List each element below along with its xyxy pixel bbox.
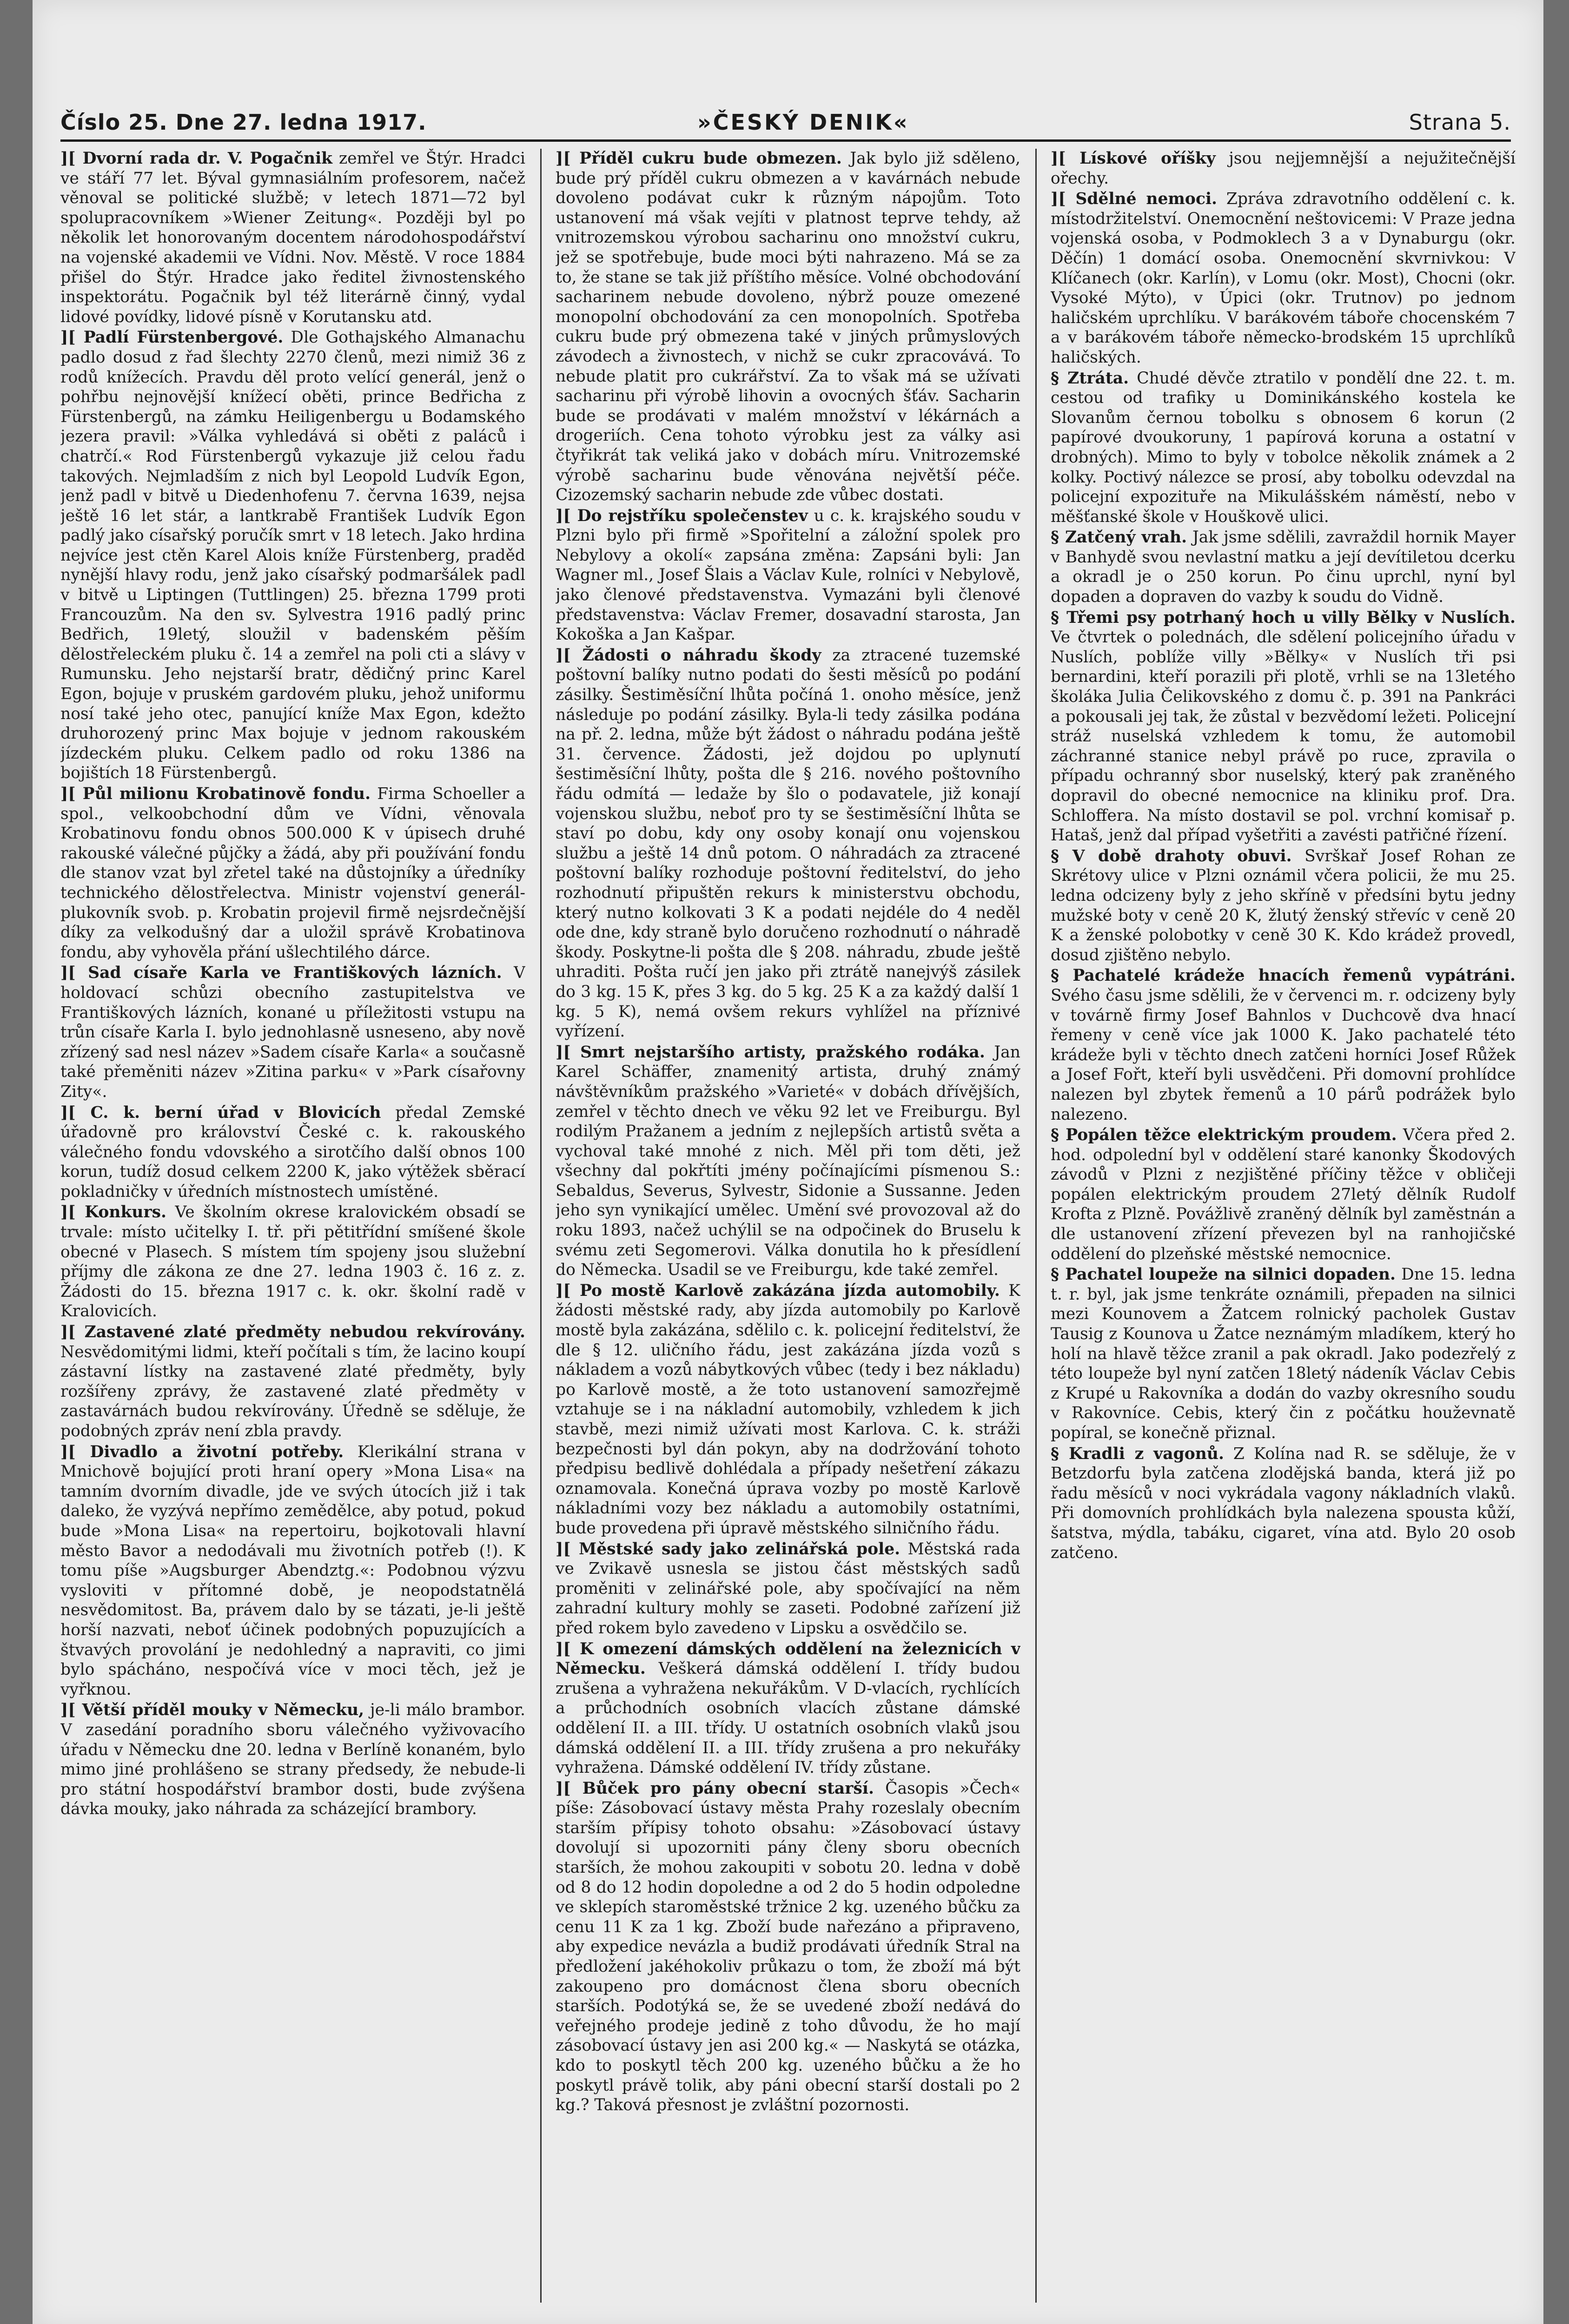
article xyxy=(556,1639,1020,1778)
article-body: Ve školním okrese kralovickém obsadí se trvale: místo učitelky I. tř. při pětitřídní smíšené škole obecné v Plasech. S místem tím spojeny jsou služební příjmy dle zákona ze dne 27. ledna 1903 č. 16 z. z. Žádosti do 15. března 1917 c. k. okr. školní radě v Kralovicích. xyxy=(60,1203,525,1321)
article xyxy=(60,784,525,962)
article xyxy=(1051,608,1516,845)
article xyxy=(1051,369,1516,527)
article-body: Dle Gothajského Almanachu padlo dosud z řad šlechty 2270 členů, mezi nimiž 36 z rodů knížecích. Pravdu děl proto velící generál, jenž o pohřbu nejnovější knížecí oběti, prince Bedřicha z Fürstenbergů, na zámku Heiligenbergu u Bodamského jezera pravil: »Válka vyhledává si oběti z paláců i chatrčí.« Rod Fürstenbergů vykazuje již celou řadu takových. Nejmladším z nich byl Leopold Ludvík Egon, jenž padl v bitvě u Diedenhofenu 7. června 1639, nejsa ještě 16 let stár, a lantkrabě František Ludvík Egon padlý jako císařský poručík smrt v 18 letech. Jako hrdina nejvíce jest ctěn Karel Alois kníže Fürstenberg, praděd nynější hlavy rodu, jenž jako císařský podmaršálek padl v bitvě u Liptingen (Tuttlingen) 25. března 1799 proti Francouzům. Na den sv. Sylvestra 1916 padlý princ Bedřich, 19letý, sloužil v badenském pěším dělostřeleckém pluku č. 14 a zemřel na poli cti a slávy v Rumunsku. Jeho nejstarší bratr, dědičný princ Karel Egon, bojuje v pruském gardovém pluku, jehož uniformu nosí také jeho otec, panující kníže Max Egon, kdežto druhorozený princ Max bojuje v jednom rakouském jízdeckém pluku. Celkem padlo od roku 1386 na bojištích 18 Fürstenbergů. xyxy=(60,328,525,783)
article-heading: ][ Po mostě Karlově zakázána jízda automobily. xyxy=(556,1281,1000,1300)
column-3 xyxy=(1051,149,1516,2312)
article-heading: ][ Příděl cukru bude obmezen. xyxy=(556,149,842,168)
column-2 xyxy=(556,149,1020,2312)
paper-title: »ČESKÝ DENIK« xyxy=(697,110,909,135)
article xyxy=(1051,966,1516,1124)
article-body: Nesvědomitými lidmi, kteří počítali s tím, že lacino koupí zástavní lístky na zastavené zlaté předměty, byly rozšířeny zprávy, že zastavené zlaté předměty v zastavárnách budou rekvírovány. Úředně se sděluje, že podobných zpráv není zbla pravdy. xyxy=(60,1342,525,1440)
article-heading: § Pachatelé krádeže hnacích řemenů vypátráni. xyxy=(1051,966,1516,985)
article xyxy=(1051,1444,1516,1563)
article-heading: § Pachatel loupeže na silnici dopaden. xyxy=(1051,1265,1396,1284)
article-body: Městská rada ve Zvikavě usnesla se jistou část městských sadů proměniti v zelinářské pole, aby spočívající na něm zahradní kultury mohly se zaseti. Podobné zařízení již před rokem bylo zavedeno v Lipsku a osvědčilo se. xyxy=(556,1539,1020,1637)
article xyxy=(60,1202,525,1321)
article-heading: ][ Sad císaře Karla ve Františkových lázních. xyxy=(60,964,502,983)
article-body: předal Zemské úřadovně pro království České c. k. rakouského válečného fondu vdovského a sirotčího další obnos 100 korun, tudíž dosud celkem 2200 K, jako výtěžek sběrací pokladničky v úředních místnostech umístěné. xyxy=(60,1103,525,1201)
article-body: Ve čtvrtek o polednách, dle sdělení policejního úřadu v Nuslích, poblíže villy »Bělky« v Nuslích tři psi bernardini, kteří porazili při plotě, vrhli se na 13letého školáka Julia Čelikovského z domu č. p. 391 na Pankráci a pokousali jej tak, že zůstal v bezvědomí ležeti. Policejní stráž nuselská vzhledem k tomu, že automobil záchranné stanice nebyl právě po ruce, zpravila o případu ochranný sbor nuselský, který pak zraněného dopravil do obecné nemocnice na kliniku prof. Dra. Schloffera. Na místo dostavil se pol. vrchní komisař p. Hataš, jenž dal případ vyšetřiti a zavésti patřičné řízení. xyxy=(1051,628,1516,845)
article-body: Dne 15. ledna t. r. byl, jak jsme tenkráte oznámili, přepaden na silnici mezi Kounovem a Žatcem rolnický pacholek Gustav Tausig z Kounova u Žatce neznámým mladíkem, který ho holí na hlavě těžce zranil a pak okradl. Jako podezřelý z této loupeže byl nyní zatčen 18letý nádeník Václav Cebis z Krupé u Rakovníka a dodán do vazby okresního soudu v Rakovníce. Cebis, který čin z počátku houževnatě popíral, se konečně přiznal. xyxy=(1051,1265,1516,1442)
article-heading: ][ Sdělné nemoci. xyxy=(1051,190,1218,209)
article xyxy=(556,506,1020,645)
article-heading: ][ C. k. berní úřad v Blovicích xyxy=(60,1103,381,1122)
article-body: zemřel ve Štýr. Hradci ve stáří 77 let. Býval gymnasiálním profesorem, načež věnoval se politické službě; v letech 1871—72 byl spolupracovníkem »Wiener Zeitung«. Později byl po několik let honorovaným docentem národohospodářství na vojenské akademii ve Vídni. Nov. Městě. V roce 1884 přišel do Štýr. Hradce jako ředitel živnostenského inspektorátu. Pogačnik byl též literárně činný, vydal lidové povídky, lidové písně v Korutansku atd. xyxy=(60,149,525,326)
article xyxy=(60,1322,525,1441)
issue-line: Číslo 25. Dne 27. ledna 1917. xyxy=(60,110,427,135)
article xyxy=(556,149,1020,505)
article-body: Chudé děvče ztratilo v pondělí dne 22. t. m. cestou od trafiky u Dominikánského kostela ke Slovanům černou tobolku s obnosem 6 korun (2 papírové dvoukoruny, 1 papírová koruna a ostatní v drobných). Mimo to byly v tobolce několik známek a 2 kolky. Poctivý nálezce se prosí, aby tobolku odevzdal na policejní expozituře na Mikulášském náměstí, nebo v měšťanské škole v Houškově ulici. xyxy=(1051,369,1516,526)
column-rule xyxy=(1035,149,1037,2303)
article-body: Svrškař Josef Rohan ze Skrétovy ulice v Plzni oznámil včera policii, že mu 25. ledna odcizeny byly z jeho skříně v předsíni bytu jedny mužské boty v ceně 20 K, žlutý ženský střevíc v ceně 20 K a ženské polobotky v ceně 30 K. Kdo krádež provedl, dosud zjištěno nebylo. xyxy=(1051,846,1516,964)
article-heading: ][ Konkurs. xyxy=(60,1203,167,1222)
article-heading: ][ Zastavené zlaté předměty nebudou rekvírovány. xyxy=(60,1323,525,1342)
article-body: V holdovací schůzi obecního zastupitelstva ve Františkových lázních, konané u příležitosti vstupu na trůn císaře Karla I. bylo jednohlasně usneseno, aby nově zřízený sad nesl název »Sadem císaře Karla« a současně také přeměniti název »Zitina parku« v »Park císařovny Zity«. xyxy=(60,964,525,1101)
article xyxy=(60,149,525,327)
article xyxy=(1051,149,1516,188)
article-heading: ][ Do rejstříku společenstev xyxy=(556,506,808,525)
article-heading: ][ Bůček pro pány obecní starší. xyxy=(556,1779,874,1798)
article-heading: ][ Půl milionu Krobatinově fondu. xyxy=(60,785,371,803)
article-heading: ][ Lískové oříšky xyxy=(1051,149,1216,168)
article-body: Jan Karel Schäffer, znamenitý artista, druhý známý návštěvníkům pražského »Varieté« v dobách dřívějších, zemřel v těchto dnech ve věku 92 let ve Freiburgu. Byl rodilým Pražanem a jedním z nejlepších artistů světa a vychoval také mnohé z nich. Měl při tom děti, jež všechny dal pokřtíti jmény počínajícími písmenou S.: Sebaldus, Severus, Sylvestr, Sidonie a Sussanne. Jeden jeho syn vynikající umělec. Umění své provozoval až do roku 1893, načež uchýlil se na odpočinek do Bruselu k svému zeti Segomerovi. Válka donutila ho k přesídlení do Německa. Usadil se ve Freiburgu, kde také zemřel. xyxy=(556,1043,1020,1280)
article-heading: ][ Městské sady jako zelinářská pole. xyxy=(556,1539,900,1558)
article xyxy=(60,328,525,783)
article-heading: § Třemi psy potrhaný hoch u villy Bělky v Nuslích. xyxy=(1051,608,1516,627)
article xyxy=(60,1103,525,1202)
article xyxy=(1051,1125,1516,1264)
column-1 xyxy=(60,149,525,2312)
article-body: Svého času jsme sdělili, že v červenci m. r. odcizeny byly v továrně firmy Josef Bahnlos v Duchcově dva hnací řemeny v ceně více jak 1000 K. Jako pachatelé této krádeže byli v těchto dnech zatčeni horníci Josef Růžek a Josef Fořt, kteří byli usvědčeni. Při domovní prohlídce nalezen byl zbytek řemenů a 10 párů podrážek bylo nalezeno. xyxy=(1051,986,1516,1124)
article-body: za ztracené tuzemské poštovní balíky nutno podati do šesti měsíců po podání zásilky. Šestiměsíční lhůta počíná 1. onoho měsíce, jenž následuje po podání zásilky. Byla-li tedy zásilka podána na př. 2. ledna, může být žádost o náhradu podána ještě 31. července. Žádosti, jež dojdou po uplynutí šestiměsíční lhůty, pošta dle § 216. nového poštovního řádu odmítá — ledaže by šlo o podavatele, již konají vojenskou službu, neboť pro ty se šestiměsíční lhůta se staví po dobu, kdy ony osoby konají onu vojenskou službu a ještě 14 dnů potom. O náhradách za ztracené poštovní balíky rozhoduje poštovní ředitelství, do jeho rozhodnutí připuštěn rekurs k ministerstvu obchodu, který nutno kolkovati 3 K a podati nejdéle do 4 neděl ode dne, kdy straně bylo doručeno rozhodnutí o náhradě škody. Poskytne-li pošta dle § 208. náhradu, zbude ještě uhraditi. Pošta ručí jen jako při ztrátě nanejvýš zásilek do 3 kg. 15 K, přes 3 kg. do 5 kg. 25 K a za každý další 1 kg. 5 K), nemá ovšem rekurs vyhlížel na příznivé vyřízení. xyxy=(556,646,1020,1041)
article-body: u c. k. krajského soudu v Plzni bylo při firmě »Spořitelní a záložní spolek pro Nebylovy a okolí« zapsána změna: Zapsáni byli: Jan Wagner ml., Josef Šlais a Václav Kule, rolníci v Nebylově, jako členové představenstva. Vymazáni byli členové představenstva: Václav Fremer, dosavadní starosta, Jan Kokoška a Jan Kašpar. xyxy=(556,506,1020,644)
article-heading: § Popálen těžce elektrickým proudem. xyxy=(1051,1126,1397,1145)
article xyxy=(1051,189,1516,367)
article-body: Veškerá dámská oddělení I. třídy budou zrušena a vyhražena nekuřákům. V D-vlacích, rychlících a průchodních osobních vlacích zůstane dámské oddělení II. a III. třídy. U ostatních osobních vlaků jsou dámská oddělení II. a III. třídy zrušena a pro nekuřáky vyhražena. Dámské oddělení IV. třídy zůstane. xyxy=(556,1659,1020,1777)
article-body: Jak jsme sdělili, zavraždil hornik Mayer v Banhydě svou nevlastní matku a její devítiletou dcerku a okradl je o 250 korun. Po činu uprchl, nyní byl dopaden a dopraven do vazby k soudu do Vidně. xyxy=(1051,528,1516,607)
article xyxy=(1051,528,1516,607)
article xyxy=(60,963,525,1102)
article xyxy=(556,1281,1020,1538)
masthead xyxy=(60,107,1511,142)
column-rule xyxy=(540,149,542,2303)
article-body: Zpráva zdravotního oddělení c. k. místodržitelství. Onemocnění neštovicemi: V Praze jedna vojenská osoba, v Podmoklech 3 a v Dynaburgu (okr. Děčín) 1 domácí osoba. Onemocnění skvrnivkou: V Klíčanech (okr. Karlín), v Lomu (okr. Most), Chocni (okr. Vysoké Mýto), v Úpici (okr. Trutnov) po jednom haličském uprchlíku. V barákovém táboře chocenském 7 a v barákovém táboře německo-brodském 15 uprchlíků haličských. xyxy=(1051,190,1516,367)
article-heading: § Ztráta. xyxy=(1051,369,1129,388)
newspaper-page xyxy=(33,0,1543,2324)
article xyxy=(60,1442,525,1700)
article-heading: § V době drahoty obuvi. xyxy=(1051,846,1292,865)
article-heading: ][ K omezení dámských oddělení na železnicích v Německu. xyxy=(556,1639,1020,1678)
article-heading: § Zatčený vrah. xyxy=(1051,528,1187,547)
article xyxy=(60,1700,525,1819)
article-body: Firma Schoeller a spol., velkoobchodní dům ve Vídni, věnovala Krobatinovu fondu obnos 500.000 K v úpisech druhé rakouské válečné půjčky a žádá, aby při používání fondu dle stanov vzat byl zřetel také na důstojníky a úředníky technického dělostřelectva. Ministr vojenství generál-plukovník svob. p. Krobatin projevil firmě nejsrdečnější díky za velkodušný dar a uložil správě Krobatinova fondu, aby vyhověla přání ušlechtilého dárce. xyxy=(60,785,525,962)
article xyxy=(556,1539,1020,1638)
article-body: Klerikální strana v Mnichově bojující proti hraní opery »Mona Lisa« na tamním dvorním divadle, jde ve svých útocích již i tak daleko, že vyzývá nepřímo zemědělce, aby potud, pokud bude »Mona Lisa« na repertoiru, bojkotovali hlavní město Bavor a nedodávali mu životních potřeb (!). K tomu píše »Augsburger Abendztg.«: Podobnou výzvu vysloviti v přítomné době, je neopodstatnělá nesvědomitost. Ba, právem dalo by se tázati, je-li ještě horší nazvati, neboť účinek podobných popuzujících a štvavých provolání je nedohledný a napraviti, co jimi bylo spácháno, nespočívá více v moci těch, jež je vyřknou. xyxy=(60,1442,525,1699)
article-heading: ][ Padlí Fürstenbergové. xyxy=(60,328,284,347)
article-heading: ][ Větší příděl mouky v Německu, xyxy=(60,1701,364,1720)
article-body: Časopis »Čech« píše: Zásobovací ústavy města Prahy rozeslaly obecním starším přípisy tohoto obsahu: »Zásobovací ústavy dovolují si upozorniti pány členy sboru obecních starších, že mohou zakoupiti v sobotu 20. ledna v době od 8 do 12 hodin dopoledne a od 2 do 5 hodin odpoledne ve sklepích staroměstské tržnice 2 kg. uzeného bůčku za cenu 11 K za 1 kg. Zboží bude nařezáno a připraveno, aby expedice nevázla a budiž prodávati úředník Stral na předložení jakéhokoliv průkazu o tom, že zboží má být zakoupeno pro domácnost člena sboru obecních starších. Podotýká se, že se uvedené zboží nedává do veřejného prodeje jedině z toho důvodu, že ho mají zásobovací ústavy jen asi 200 kg.« — Naskytá se otázka, kdo to poskytl těch 200 kg. uzeného bůčku a že ho poskytl právě tolik, aby páni obecní starší dostali po 2 kg.? Taková přesnost je zvláštní pozornosti. xyxy=(556,1779,1020,2115)
article-body: Včera před 2. hod. odpolední byl v oddělení staré kanonky Škodových závodů v Plzni z nezjištěné příčiny těžce v obličeji popálen elektrickým proudem 27letý dělník Rudolf Krofta z Plzně. Povážlivě zraněný dělník byl zaměstnán a dle ustanovení zřízení převezen byl na ranhojičské oddělení do plzeňské městské nemocnice. xyxy=(1051,1126,1516,1263)
article xyxy=(556,646,1020,1042)
article-heading: ][ Dvorní rada dr. V. Pogačnik xyxy=(60,149,333,168)
article-heading: ][ Smrt nejstaršího artisty, pražského rodáka. xyxy=(556,1043,985,1062)
article-heading: ][ Divadlo a životní potřeby. xyxy=(60,1442,344,1461)
article-heading: ][ Žádosti o náhradu škody xyxy=(556,646,821,665)
page-number: Strana 5. xyxy=(1409,110,1511,135)
article xyxy=(1051,846,1516,965)
article-body: jsou nejjemnější a nejužitečnější ořechy. xyxy=(1051,149,1516,188)
article-body: je-li málo brambor. V zasedání poradního sboru válečného vyživovacího úřadu v Německu dne 20. ledna v Berlíně konaném, bylo mimo jiné prohlášeno se strany předsedy, že nebude-li pro státní hospodářství brambor dosti, bude zvýšena dávka mouky, jako náhrada za scházející brambory. xyxy=(60,1701,525,1819)
article xyxy=(556,1779,1020,2115)
article-heading: § Kradli z vagonů. xyxy=(1051,1444,1224,1463)
article-body: Z Kolína nad R. se sděluje, že v Betzdorfu byla zatčena zlodějská banda, která již po řadu měsíců v noci vykrádala vagony nákladních vlaků. Při domovních prohlídkách byla nalezena spousta kůží, šatstva, mýdla, tabáku, cigaret, vína atd. Bylo 20 osob zatčeno. xyxy=(1051,1444,1516,1562)
article-body: Jak bylo již sděleno, bude prý příděl cukru obmezen a v kavárnách nebude dovoleno podávat cukr k různým nápojům. Toto ustanovení má však vejíti v platnost teprve tehdy, až vnitrozemskou výrobou sacharinu ono množství cukru, jež se spotřebuje, bude moci býti nahrazeno. Má se za to, že stane se tak již příštího měsíce. Volné obchodování sacharinem nebude dovoleno, nýbrž pouze omezené monopolní obchodování za cen monopolních. Spotřeba cukru bude prý obmezena také v jiných průmyslových závodech a živnostech, v nichž se cukr zpracovává. To nebude platit pro cukrářství. Za to však má se užívati sacharinu při výrobě lihovin a ovocných šťáv. Sacharin bude se prodávati v malém množství v lékárnách a drogeriích. Cena tohoto výrobku jest za války asi čtyřikrát tak veliká jako v dobách míru. Vnitrozemské výrobě sacharinu bude věnována největší péče. Cizozemský sacharin nebude zde vůbec dostati. xyxy=(556,149,1020,505)
article xyxy=(556,1043,1020,1280)
article-body: K žádosti městské rady, aby jízda automobily po Karlově mostě byla zakázána, sdělilo c. k. policejní ředitelství, že dle § 12. uličního řádu, jest zakázána jízda vozů s nákladem a vozů nábytkových vůbec (tedy i bez nákladu) po Karlově mostě, a že toto ustanovení samozřejmě vztahuje se i na nákladní automobily, vzhledem k jich stavbě, mezi nimiž užívati most Karlova. C. k. stráži bezpečnosti byl dán pokyn, aby na dodržování tohoto předpisu bedlivě dohlédala a případy nešetření zákazu oznamovala. Konečná úprava vozby po mostě Karlově nákladními vozy bez nákladu a automobily ostatními, bude provedena při úpravě městského silničního řádu. xyxy=(556,1281,1020,1538)
article xyxy=(1051,1265,1516,1443)
